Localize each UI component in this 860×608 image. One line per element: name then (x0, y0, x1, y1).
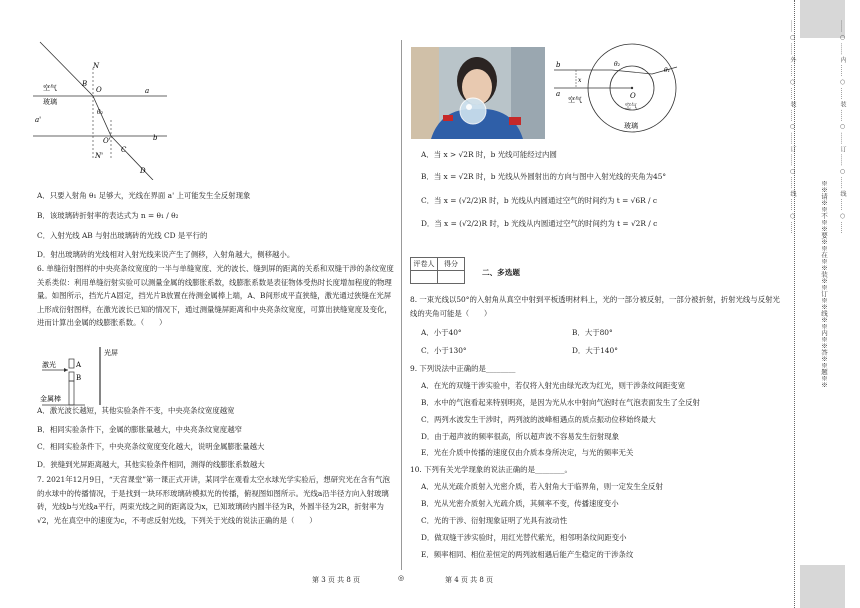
label-B: B (82, 80, 88, 88)
label-a-prime: a' (35, 116, 42, 124)
label-screen: 光屏 (104, 349, 118, 357)
label-air3: 空气 (568, 96, 582, 104)
q10-option-a: A．光从光疏介质射入光密介质，若入射角大于临界角，则一定发生全反射 (421, 482, 663, 491)
page-number-left: 第 3 页 共 8 页 (312, 576, 361, 584)
ring-glass-figure (552, 42, 702, 134)
label-O3: O (630, 92, 636, 100)
q10-option-c: C．光的干涉、衍射现象证明了光具有波动性 (421, 516, 568, 525)
q8-option-c: C．小于130° (421, 346, 467, 355)
q5-option-a: A．只要入射角 θ₁ 足够大，光线在界面 a' 上可能发生全反射现象 (37, 191, 251, 200)
section-2-title: 二、多选题 (482, 268, 520, 277)
q10-option-b: B．光从光密介质射入光疏介质，其频率不变，传播速度变小 (421, 499, 619, 508)
q6-option-a: A．激光波长越短，其他实验条件不变，中央亮条纹宽度越宽 (37, 406, 235, 415)
q5-option-b: B．该玻璃砖折射率的表达式为 n = θ₁ / θ₂ (37, 211, 179, 220)
label-C: C (121, 146, 127, 154)
laser-slit-figure (40, 345, 120, 407)
label-rod: 金属棒 (40, 395, 61, 403)
label-N-prime: N' (95, 152, 104, 160)
label-N: N (93, 62, 100, 70)
score-table (410, 257, 465, 284)
right-column (402, 0, 790, 608)
q8-option-a: A．小于40° (421, 328, 462, 337)
grader-cell[interactable] (411, 271, 438, 284)
label-b: b (153, 134, 158, 142)
label-theta2: θ₂ (97, 109, 104, 116)
q9-option-c: C．两列水波发生干涉时，两列波的波峰相遇点的质点振动位移始终最大 (421, 415, 656, 424)
q7-option-c: C．当 x = (√2/2)R 时，b 光线从内圆通过空气的时间约为 t = √6R / c (421, 196, 657, 205)
binding-strip (790, 0, 860, 608)
page-number-right: 第 4 页 共 8 页 (445, 576, 494, 584)
label-O-prime: O' (103, 137, 111, 145)
q7-option-a: A．当 x > √2R 时，b 光线可能经过内圆 (421, 150, 557, 159)
q8-option-b: B．大于80° (572, 328, 613, 337)
q7-option-b: B．当 x = √2R 时，b 光线从外圆射出的方向与图中入射光线的夹角为45° (421, 172, 667, 181)
q10-option-e: E．频率相同、相位差恒定的两列波相遇后能产生稳定的干涉条纹 (421, 550, 634, 559)
label-B2: B (76, 374, 82, 382)
q5-option-c: C．入射光线 AB 与射出玻璃砖的光线 CD 是平行的 (37, 231, 208, 240)
label-x: x (578, 77, 582, 84)
outer-binding-text: …… ○ …… 外 …… ○ …… 装 …… ○ …… 订 …… ○ …… 线 …… ○ …… (789, 20, 796, 234)
q9-stem: 9. 下列说法中正确的是________ (410, 364, 516, 373)
q9-option-b: B．水中的气泡看起来特别明亮，是因为光从水中射向气泡时在气泡表面发生了全反射 (421, 398, 700, 407)
label-air: 空气 (43, 84, 57, 92)
q6-option-d: D．狭缝到光屏距离越大，其他实验条件相同，测得的线膨胀系数越大 (37, 460, 265, 469)
score-header-grader: 评卷人 (411, 258, 438, 271)
no-answer-warning: ※※请※※不※※要※※在※※装※※订※※线※※内※※答※※题※※ (820, 180, 828, 388)
score-header-score: 得分 (438, 258, 465, 271)
astronaut-water-ball-photo (411, 47, 545, 139)
q8-option-d: D．大于140° (572, 346, 618, 355)
q9-option-e: E．光在介质中传播的速度仅由介质本身所决定，与光的频率无关 (421, 448, 634, 457)
q6-option-b: B．相同实验条件下，金属的膨胀量越大，中央亮条纹宽度越窄 (37, 425, 242, 434)
label-a3: a (556, 90, 561, 98)
label-glass: 玻璃 (43, 98, 57, 106)
q9-option-a: A．在光的双缝干涉实验中，若仅将入射光由绿光改为红光，则干涉条纹间距变宽 (421, 381, 686, 390)
score-cell[interactable] (438, 271, 465, 284)
label-air-inner: 空气 (625, 103, 638, 110)
label-glass3: 玻璃 (624, 122, 638, 130)
label-laser: 激光 (42, 361, 56, 369)
left-column (0, 0, 400, 608)
label-theta2-3: θ₂ (614, 61, 621, 68)
q8-stem: 8. 一束光线以50°的入射角从真空中射到平板透明材料上，光的一部分被反射，一部分被折射，折射光线与反射光线的夹角可能是（ ） (410, 295, 780, 318)
q6-option-c: C．相同实验条件下，中央亮条纹宽度变化越大，说明金属膨胀量越大 (37, 442, 265, 451)
q6-stem: 6. 单缝衍射图样的中央亮条纹宽度的一半与单缝宽度、光的波长、缝到屏的距离的关系和双缝干涉的条纹宽度关系类似：利用单缝衍射实验可以测量金属的线膨胀系数，线膨胀系数是表征物体受热时长度增加程度的物理量。如图所示，挡光片A固定，挡光片B放置在待测金属棒上端，A、B间形成平直狭缝，激光通过狭缝在光屏上形成衍射图样，在激光波长已知的情况下，通过测量缝屏距离和中央亮条纹宽度，可算出狭缝宽度及变化，进而计算出金属的线膨胀系数。（ ） (37, 264, 394, 327)
label-a: a (145, 87, 150, 95)
q5-option-d: D．射出玻璃砖的光线相对入射光线来说产生了侧移，入射角越大，侧移越小。 (37, 250, 295, 259)
label-D: D (140, 167, 146, 175)
footer-center-mark: ◎ (398, 574, 405, 582)
refraction-slab-figure (25, 40, 175, 180)
label-b3: b (556, 61, 561, 69)
label-O: O (96, 86, 102, 94)
q10-stem: 10. 下列有关光学现象的说法正确的是________。 (410, 465, 572, 474)
q10-option-d: D．做双缝干涉实验时，用红光替代紫光，相邻明条纹间距变小 (421, 533, 627, 542)
q7-option-d: D．当 x = (√2/2)R 时，b 光线从内圆通过空气的时间约为 t = √2R / c (421, 219, 658, 228)
q7-stem: 7. 2021年12月9日，“天宫课堂”第一课正式开讲，某同学在观看太空水球光学实验后，想研究光在含有气泡的水球中的传播情况，于是找到一块环形玻璃砖模拟光的传播，俯视图如图所示。光线a沿半径方向入射玻璃砖，光线b与光线a平行，两束光线之间的距离设为x，已知玻璃砖内圆半径为R，外圆半径为2R，折射率为√2，光在真空中的速度为c，不考虑反射光线，下列关于光线的说法正确的是（ ） (37, 475, 390, 525)
label-A: A (76, 361, 82, 369)
q9-option-d: D．由于超声波的频率很高，所以超声波不容易发生衍射现象 (421, 432, 620, 441)
inner-binding-text: …… ○ …… 内 …… ○ …… 装 …… ○ …… 订 …… ○ …… 线 …… ○ …… (839, 20, 846, 234)
label-theta1-3: θ₁ (664, 67, 671, 74)
gray-band-bottom (800, 565, 845, 608)
